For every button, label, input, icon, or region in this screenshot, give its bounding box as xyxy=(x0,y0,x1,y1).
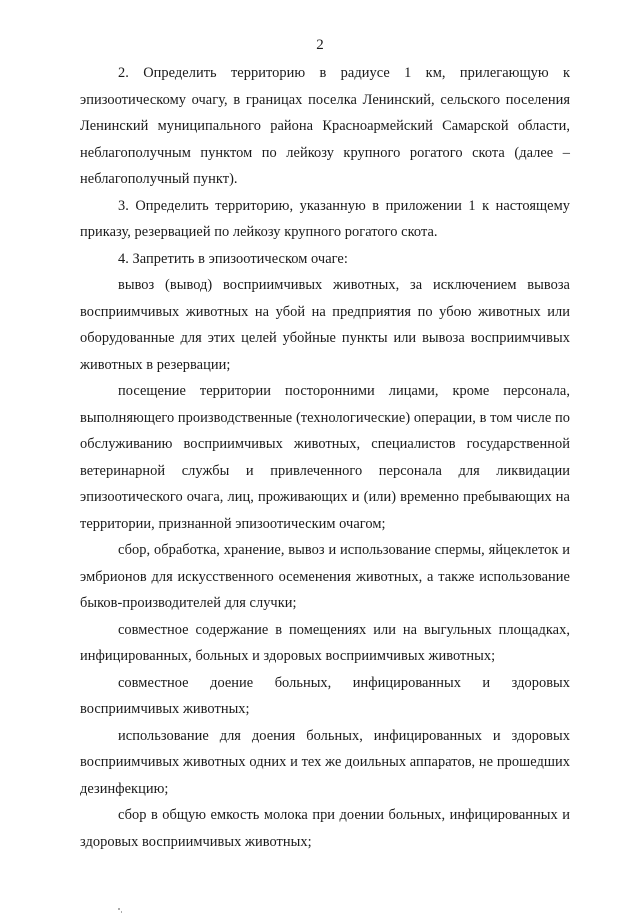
paragraph-milking-machines: использование для доения больных, инфицированных и здоровых восприимчивых животных одних и тех же доильных аппаратов, не прошедших дезинфекцию; xyxy=(80,727,570,797)
scan-speck xyxy=(121,911,122,913)
paragraph-sperm-collection: сбор, обработка, хранение, вывоз и использование спермы, яйцеклеток и эмбрионов для искусственного осеменения животных, а также использование быков-производителей для случки; xyxy=(80,542,570,611)
paragraph-export-animals: вывоз (вывод) восприимчивых животных, за исключением вывоза восприимчивых животных на убой на предприятия по убою животных или оборудованные для этих целей убойные пункты или вывоза восприимчивых животных в резервации; xyxy=(80,277,570,373)
paragraph-visiting-territory: посещение территории посторонними лицами, кроме персонала, выполняющего производственные (технологические) операции, в том числе по обслуживанию восприимчивых животных, специалистов государственной ветеринарной службы и привлеченного персонала для ликвидации эпизоотического очага, лиц, проживающих и (или) временно пребывающих на территории, признанной эпизоотическим очагом; xyxy=(80,383,570,532)
scan-speck xyxy=(118,908,120,910)
document-body xyxy=(80,60,570,855)
paragraph-joint-keeping: совместное содержание в помещениях или на выгульных площадках, инфицированных, больных и здоровых восприимчивых животных; xyxy=(80,621,570,664)
paragraph-reservation: 3. Определить территорию, указанную в приложении 1 к настоящему приказу, резервацией по лейкозу крупного рогатого скота. xyxy=(80,197,570,240)
paragraph-prohibit-heading: 4. Запретить в эпизоотическом очаге: xyxy=(118,250,348,267)
paragraph-territory-radius: 2. Определить территорию в радиусе 1 км, прилегающую к эпизоотическому очагу, в границах поселка Ленинский, сельского поселения Ленинский муниципального района Красноармейский Самарской области, неблагополучным пунктом по лейкозу крупного рогатого скота (далее – неблагополучный пункт). xyxy=(80,65,570,187)
page-number: 2 xyxy=(316,37,324,53)
paragraph-milk-collection: сбор в общую емкость молока при доении больных, инфицированных и здоровых восприимчивых животных; xyxy=(80,807,570,850)
paragraph-joint-milking: совместное доение больных, инфицированных и здоровых восприимчивых животных; xyxy=(80,674,570,717)
